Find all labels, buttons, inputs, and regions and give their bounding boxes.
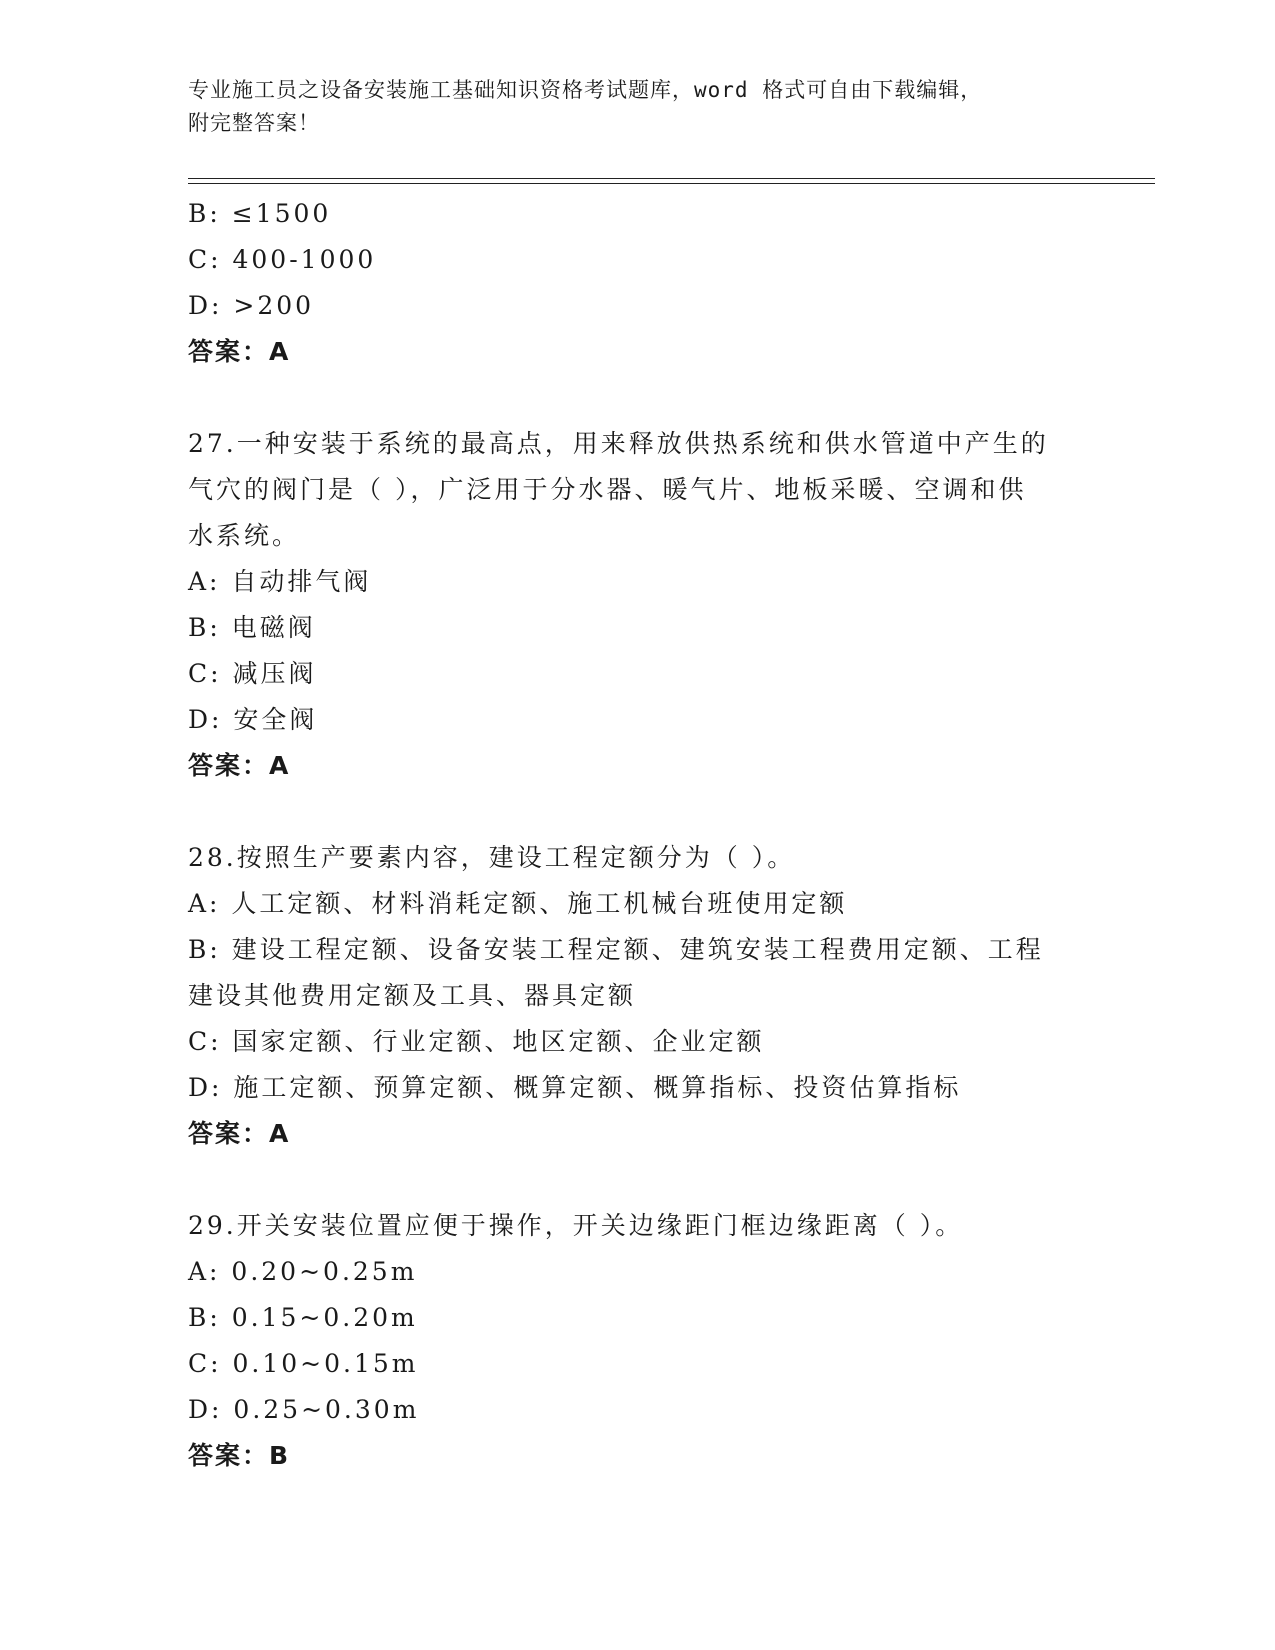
answer-line: 答案：A bbox=[188, 337, 291, 366]
option-a: A: 人工定额、材料消耗定额、施工机械台班使用定额 bbox=[188, 889, 848, 918]
answer-line: 答案：A bbox=[188, 1119, 291, 1148]
option-b: B: 建设工程定额、设备安装工程定额、建筑安装工程费用定额、工程 bbox=[188, 935, 1044, 964]
header-divider-bottom bbox=[188, 183, 1155, 184]
option-d: D: 施工定额、预算定额、概算定额、概算指标、投资估算指标 bbox=[188, 1073, 962, 1102]
question-stem-line: 水系统。 bbox=[188, 521, 301, 550]
answer-line: 答案：B bbox=[188, 1441, 291, 1470]
question-stem-line: 28.按照生产要素内容，建设工程定额分为（ ）。 bbox=[188, 843, 796, 872]
option-b-continuation: 建设其他费用定额及工具、器具定额 bbox=[188, 981, 637, 1010]
header-divider-top bbox=[188, 178, 1155, 179]
option-c: C: 减压阀 bbox=[188, 659, 317, 688]
question-stem-line: 气穴的阀门是（ ），广泛用于分水器、暖气片、地板采暖、空调和供 bbox=[188, 475, 1027, 504]
option-c: C: 0.10~0.15m bbox=[188, 1349, 419, 1378]
option-a: A: 0.20~0.25m bbox=[188, 1257, 418, 1286]
option-c: C: 国家定额、行业定额、地区定额、企业定额 bbox=[188, 1027, 765, 1056]
answer-line: 答案：A bbox=[188, 751, 291, 780]
document-header bbox=[188, 74, 1068, 140]
question-28 bbox=[188, 835, 1088, 1157]
header-line-1: 专业施工员之设备安装施工基础知识资格考试题库，word 格式可自由下载编辑， bbox=[188, 78, 983, 102]
document-body bbox=[188, 191, 1088, 1479]
option-b: B: ≤1500 bbox=[188, 199, 332, 228]
option-b: B: 0.15~0.20m bbox=[188, 1303, 418, 1332]
question-27 bbox=[188, 421, 1088, 789]
question-stem-line: 29.开关安装位置应便于操作，开关边缘距门框边缘距离（ ）。 bbox=[188, 1211, 964, 1240]
question-29 bbox=[188, 1203, 1088, 1479]
spacer bbox=[188, 375, 1088, 421]
question-stem-line: 27.一种安装于系统的最高点，用来释放供热系统和供水管道中产生的 bbox=[188, 429, 1049, 458]
option-d: D: 安全阀 bbox=[188, 705, 318, 734]
option-b: B: 电磁阀 bbox=[188, 613, 316, 642]
option-d: D: >200 bbox=[188, 291, 315, 320]
option-d: D: 0.25~0.30m bbox=[188, 1395, 420, 1424]
option-c: C: 400-1000 bbox=[188, 245, 377, 274]
spacer bbox=[188, 789, 1088, 835]
question-26-continuation bbox=[188, 191, 1088, 375]
spacer bbox=[188, 1157, 1088, 1203]
header-line-2: 附完整答案！ bbox=[188, 111, 320, 135]
option-a: A: 自动排气阀 bbox=[188, 567, 372, 596]
